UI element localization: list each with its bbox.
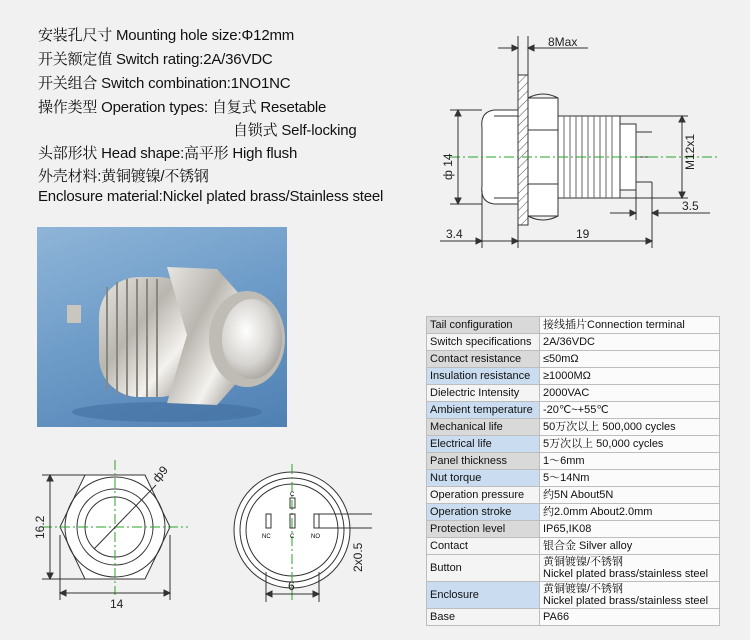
spec-switch-rating: 开关额定值 Switch rating:2A/36VDC [38,51,273,68]
terminal-c-label: C [290,534,295,540]
spec-value-text: 黄铜镀镍/不锈钢 [543,556,624,568]
spec-value-text: 2A/36VDC [543,336,595,348]
spec-row [427,368,720,385]
dim-6: 6 [288,579,295,593]
spec-self-locking: 自锁式 Self-locking [233,122,357,139]
spec-value-text-en: Nickel plated brass/stainless steel [543,595,709,607]
spec-value-text: 接线插片Connection terminal [543,319,685,331]
spec-row [427,470,720,487]
spec-key: Switch specifications [427,334,540,351]
spec-key: Electrical life [427,436,540,453]
spec-key: Enclosure [427,582,540,609]
spec-row [427,582,720,609]
spec-value-text: IP65,IK08 [543,523,592,535]
spec-value-text: 5～14Nm [543,472,590,484]
dim-2x0-5: 2x0.5 [351,542,365,572]
dim-3-5: 3.5 [682,199,699,213]
spec-value-text: 银合金 Silver alloy [543,540,633,552]
spec-row [427,504,720,521]
spec-enclosure-cn: 外壳材料:黄铜镀镍/不锈钢 [38,168,209,185]
spec-value [540,582,720,609]
spec-key: Dielectric Intensity [427,385,540,402]
spec-key: Nut torque [427,470,540,487]
spec-key: Base [427,609,540,626]
spec-key: Button [427,555,540,582]
spec-key: Ambient temperature [427,402,540,419]
dim-phi9: ф9 [149,463,171,485]
dim-m12x1: M12x1 [683,133,697,170]
spec-enclosure-en: Enclosure material:Nickel plated brass/Stainless steel [38,188,384,205]
spec-row [427,419,720,436]
side-view-drawing [420,20,750,260]
dim-8max: 8Max [548,35,578,49]
spec-value [540,351,720,368]
spec-value [540,521,720,538]
dim-19: 19 [576,227,590,241]
spec-value-text: PA66 [543,611,570,623]
dim-14: 14 [110,597,124,611]
spec-row [427,317,720,334]
spec-value [540,453,720,470]
spec-value [540,419,720,436]
spec-value [540,368,720,385]
spec-key: Operation pressure [427,487,540,504]
spec-row [427,521,720,538]
spec-operation-types: 操作类型 Operation types: 自复式 Resetable [38,99,327,116]
spec-value-text-en: Nickel plated brass/stainless steel [543,568,709,580]
spec-key: Contact resistance [427,351,540,368]
spec-value [540,385,720,402]
spec-value-text: 5万次以上 50,000 cycles [543,438,664,450]
spec-mounting-hole: 安装孔尺寸 Mounting hole size:Φ12mm [38,27,295,44]
spec-value-text: -20℃~+55℃ [543,404,609,416]
spec-row [427,453,720,470]
push-button-switch-image [37,227,287,427]
spec-value [540,334,720,351]
spec-value [540,487,720,504]
dim-phi14: ф 14 [441,153,455,180]
terminal-nc-label: NC [262,534,271,540]
spec-row [427,609,720,626]
spec-value [540,538,720,555]
spec-value-text: 黄铜镀镍/不锈钢 [543,583,624,595]
spec-value-text: 约2.0mm About2.0mm [543,506,653,518]
spec-key: Insulation resistance [427,368,540,385]
dim-16-2: 16.2 [33,515,47,539]
rear-view-drawing [222,462,382,612]
product-photo [37,227,287,427]
front-view-drawing [30,455,200,615]
spec-value-text: 2000VAC [543,387,590,399]
spec-row [427,402,720,419]
spec-value-text: 1～6mm [543,455,585,467]
spec-row [427,436,720,453]
spec-key: Tail configuration [427,317,540,334]
spec-key: Operation stroke [427,504,540,521]
terminal-top-label: C [290,492,295,498]
spec-row [427,351,720,368]
spec-head-shape: 头部形状 Head shape:高平形 High flush [38,145,298,162]
spec-value-text: 50万次以上 500,000 cycles [543,421,676,433]
spec-row [427,538,720,555]
terminal-no-label: NO [311,534,320,540]
spec-key: Contact [427,538,540,555]
spec-key: Protection level [427,521,540,538]
spec-row [427,334,720,351]
spec-table [426,316,720,626]
spec-key: Panel thickness [427,453,540,470]
spec-row [427,555,720,582]
spec-row [427,487,720,504]
spec-value-text: 约5N About5N [543,489,614,501]
spec-key: Mechanical life [427,419,540,436]
spec-value-text: ≤50mΩ [543,353,579,365]
spec-value [540,609,720,626]
spec-value [540,436,720,453]
spec-value [540,555,720,582]
dim-3-4: 3.4 [446,227,463,241]
spec-value [540,402,720,419]
spec-value [540,504,720,521]
spec-value [540,470,720,487]
spec-value [540,317,720,334]
spec-switch-combination: 开关组合 Switch combination:1NO1NC [38,75,291,92]
spec-value-text: ≥1000MΩ [543,370,591,382]
spec-row [427,385,720,402]
